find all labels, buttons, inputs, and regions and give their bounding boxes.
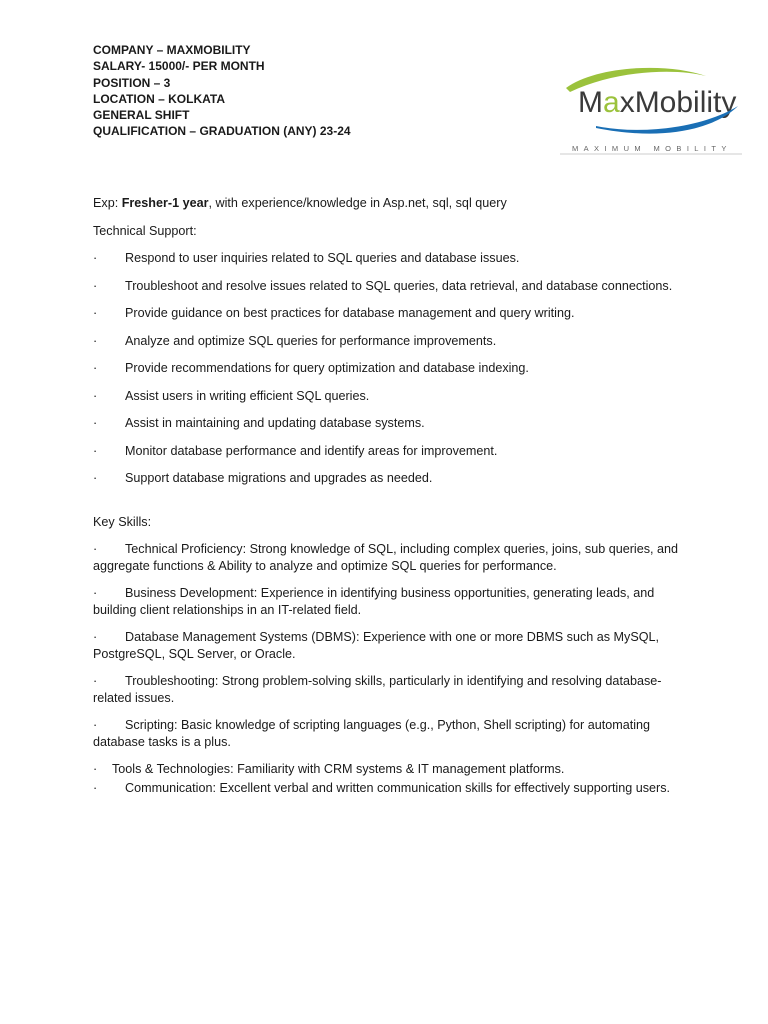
list-item: · Assist in maintaining and updating database systems.: [93, 416, 425, 430]
technical-support-list: [93, 250, 683, 487]
location-line: LOCATION – KOLKATA: [93, 91, 225, 106]
logo-text-a: a: [603, 86, 620, 119]
bullet-icon: ·: [93, 251, 98, 265]
bullet-icon: ·: [93, 542, 98, 556]
list-item: · Provide guidance on best practices for database management and query writing.: [93, 306, 575, 320]
list-item: · Respond to user inquiries related to SQL queries and database issues.: [93, 251, 520, 265]
bullet-icon: ·: [93, 674, 98, 688]
job-header: [93, 42, 351, 140]
experience-prefix: Exp:: [93, 196, 122, 210]
list-item: · Scripting: Basic knowledge of scripting languages (e.g., Python, Shell scripting) for automating database tasks is a plus.: [93, 718, 651, 749]
list-item: · Troubleshoot and resolve issues related to SQL queries, data retrieval, and database connections.: [93, 278, 673, 293]
job-body: [93, 195, 683, 807]
svg-text:MaxMobility: [578, 86, 736, 119]
experience-bold: Fresher-1 year: [121, 196, 209, 210]
list-item: · Assist users in writing efficient SQL queries.: [93, 388, 370, 403]
bullet-icon: ·: [93, 333, 98, 348]
bullet-icon: ·: [93, 306, 98, 320]
list-item: · Business Development: Experience in identifying business opportunities, generating leads, and building client relationships in an IT-related field.: [93, 586, 655, 617]
bullet-icon: ·: [93, 630, 98, 644]
bullet-icon: ·: [93, 361, 98, 375]
list-item: · Support database migrations and upgrades as needed.: [93, 471, 433, 485]
bullet-icon: ·: [93, 388, 98, 403]
key-skills-title: Key Skills:: [93, 514, 152, 529]
bullet-icon: ·: [93, 471, 98, 485]
bullet-icon: ·: [93, 278, 98, 293]
bullet-icon: ·: [93, 780, 98, 795]
bullet-icon: ·: [93, 416, 98, 430]
bullet-icon: ·: [93, 762, 98, 776]
bullet-icon: ·: [93, 443, 98, 458]
list-item: · Tools & Technologies: Familiarity with CRM systems & IT management platforms.: [93, 762, 565, 776]
position-line: POSITION – 3: [93, 75, 171, 90]
list-item: · Database Management Systems (DBMS): Experience with one or more DBMS such as MySQL, PostgreSQL, SQL Server, or Oracle.: [93, 630, 660, 661]
logo-text-m: M: [578, 86, 603, 119]
bullet-icon: ·: [93, 586, 98, 600]
list-item: · Provide recommendations for query optimization and database indexing.: [93, 361, 529, 375]
experience-rest: , with experience/knowledge in Asp.net, sql, sql query: [208, 196, 507, 210]
logo-tagline: MAXIMUM MOBILITY: [572, 144, 732, 153]
technical-support-title: Technical Support:: [93, 223, 197, 238]
list-item: · Monitor database performance and identify areas for improvement.: [93, 443, 498, 458]
experience-line: [93, 195, 683, 212]
list-item: · Analyze and optimize SQL queries for performance improvements.: [93, 333, 497, 348]
list-item: · Troubleshooting: Strong problem-solving skills, particularly in identifying and resolving database-related issues.: [93, 674, 662, 705]
key-skills-list: [93, 541, 683, 796]
list-item: · Technical Proficiency: Strong knowledge of SQL, including complex queries, joins, sub queries, and aggregate functions & Ability to analyze and optimize SQL queries for performance.: [93, 542, 679, 573]
company-line: COMPANY – MAXMOBILITY: [93, 43, 251, 57]
shift-line: GENERAL SHIFT: [93, 108, 190, 123]
logo-text-rest: xMobility: [619, 86, 737, 119]
salary-line: SALARY- 15000/- PER MONTH: [93, 59, 265, 74]
qualification-line: QUALIFICATION – GRADUATION (ANY) 23-24: [93, 124, 351, 139]
bullet-icon: ·: [93, 718, 98, 732]
list-item: · Communication: Excellent verbal and written communication skills for effectively supporting users.: [93, 780, 671, 795]
maxmobility-logo: [556, 62, 746, 158]
